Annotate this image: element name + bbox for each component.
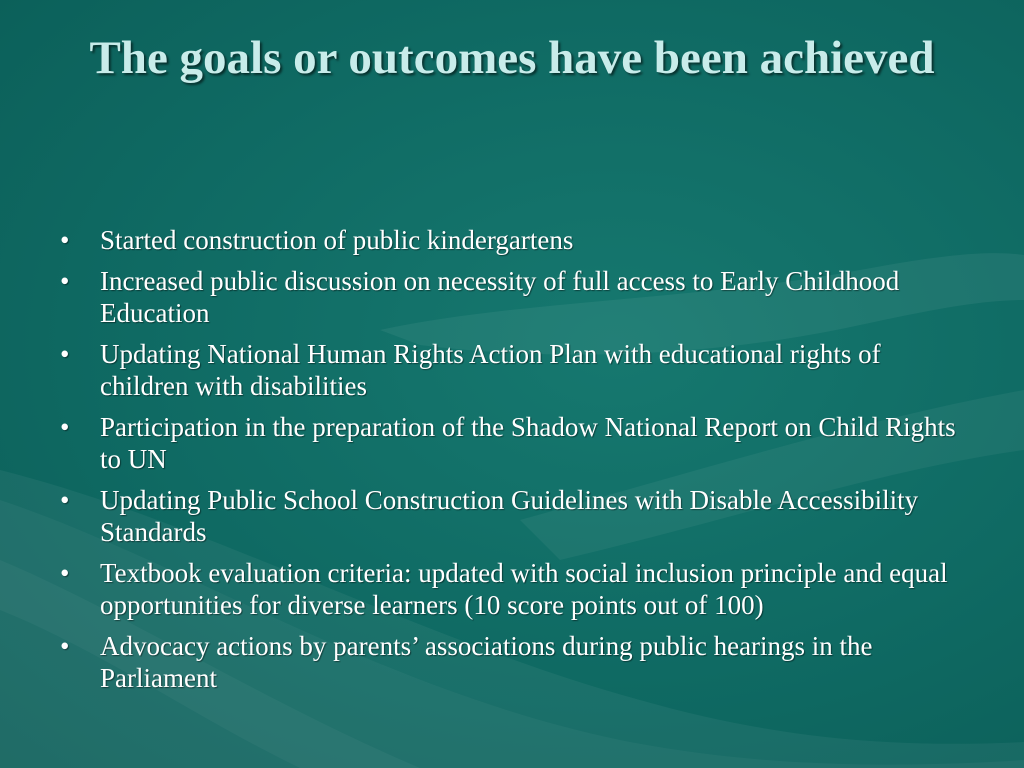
bullet-dot-icon: • <box>60 485 70 515</box>
bullet-text: Advocacy actions by parents’ associations during public hearings in the Parliament <box>100 631 873 693</box>
bullet-dot-icon: • <box>60 631 70 661</box>
bullet-text: Updating Public School Construction Guidelines with Disable Accessibility Standards <box>100 485 919 547</box>
bullet-dot-icon: • <box>60 412 70 442</box>
bullet-dot-icon: • <box>60 225 70 255</box>
bullet-item <box>58 265 970 329</box>
bullet-item <box>58 484 970 548</box>
bullet-dot-icon: • <box>60 558 70 588</box>
bullet-dot-icon: • <box>60 266 70 296</box>
bullet-item <box>58 224 970 256</box>
bullet-item <box>58 411 970 475</box>
bullet-item <box>58 338 970 402</box>
bullet-text: Updating National Human Rights Action Plan with educational rights of children with disabilities <box>100 339 881 401</box>
bullet-list <box>58 224 970 703</box>
bullet-item <box>58 630 970 694</box>
bullet-item <box>58 557 970 621</box>
bullet-text: Participation in the preparation of the Shadow National Report on Child Rights to UN <box>100 412 956 474</box>
bullet-text: Started construction of public kindergartens <box>100 225 574 255</box>
slide-title: The goals or outcomes have been achieved <box>89 32 935 84</box>
bullet-text: Increased public discussion on necessity of full access to Early Childhood Education <box>100 266 900 328</box>
bullet-dot-icon: • <box>60 339 70 369</box>
bullet-text: Textbook evaluation criteria: updated with social inclusion principle and equal opportunities for diverse learners (10 score points out of 100) <box>100 558 948 620</box>
